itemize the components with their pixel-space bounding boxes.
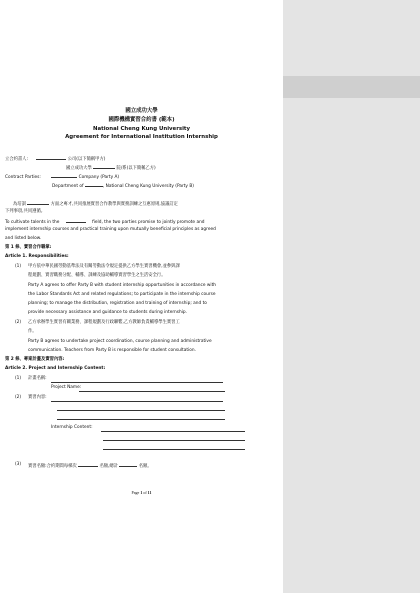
article1-item2-zh-1: 乙方承辦學生實習有關業務、課程規劃及行政聯繫,乙方教師負責輔導學生實習工	[28, 320, 180, 325]
quota-total-blank[interactable]	[119, 463, 137, 467]
intro-en-field-blank[interactable]	[66, 219, 86, 223]
article1-item1-no: (1)	[15, 264, 22, 269]
project-name-en-line[interactable]	[79, 391, 225, 392]
article1-item1-zh-2: 程規劃、實習職務分配、輔導、訓練及協助輔導實習學生之生活安全行。	[28, 273, 166, 278]
content-en-line-2[interactable]	[103, 440, 245, 441]
party-b-zh: 國立成功大學 院/系(以下簡稱乙方)	[66, 166, 156, 171]
project-name-zh-line[interactable]	[51, 382, 223, 383]
content-en-line-1[interactable]	[101, 431, 245, 432]
subtitle-en: Agreement for International Institution Internship	[65, 134, 218, 140]
article1-heading-en: Article 1. Responsibilities:	[5, 254, 69, 259]
party-b-en: Department of , National Cheng Kung University (Party B)	[52, 184, 194, 189]
article2-heading-en: Article 2. Project and Internship Content:	[5, 366, 106, 371]
article2-item3-no: (3)	[15, 462, 22, 467]
article2-item2-no: (2)	[15, 395, 22, 400]
article2-item1-zh: 計畫名稱:	[28, 376, 47, 381]
article1-heading-zh: 第 1 條、實習合作職掌:	[5, 245, 52, 250]
title-zh: 國立成功大學	[125, 108, 158, 114]
content-en-line-3[interactable]	[103, 449, 245, 450]
article1-item1-zh-1: 甲方依中華民國勞動基準法及有關勞動法令規定提供乙方學生實習機會,並參與課	[28, 264, 180, 269]
party-a-en-blank[interactable]	[51, 174, 77, 178]
article2-heading-zh: 第 2 條、專案計畫及實習內容:	[5, 357, 65, 362]
comment-balloon[interactable]	[283, 76, 420, 98]
article2-item1-no: (1)	[15, 376, 22, 381]
intro-en-1: To cultivate talents in the field, the two parties promise to jointly promote and	[5, 220, 205, 225]
title-en: National Cheng Kung University	[92, 126, 191, 132]
article1-item2-en-2: communication. Teachers from Party B is responsible for student consultation.	[28, 348, 196, 353]
article2-item2-en: Internship Content:	[51, 425, 93, 430]
content-zh-line-3[interactable]	[57, 419, 225, 420]
parties-label-en: Contract Parties: Company (Party A)	[5, 175, 120, 180]
content-zh-line-1[interactable]	[51, 401, 223, 402]
article1-item1-en-1: Party A agrees to offer Party B with student internship opportunities in accordance with	[28, 283, 217, 288]
article1-item1-en-2: the Labor Standards Act and related regulations; to participate in the internship course	[28, 292, 216, 297]
article1-item2-zh-2: 作。	[28, 329, 37, 334]
article1-item2-no: (2)	[15, 320, 22, 325]
article1-item2-en-1: Party B agrees to undertake project coordination, course planning and administrative	[28, 339, 212, 344]
article1-item1-en-4: provide necessary assistance and guidance to students during internship.	[28, 310, 188, 315]
intro-zh-1: 為培訓 方面之專才,共同推展實習合作教學與實務訓練之互惠原則,協議訂定	[13, 202, 178, 207]
article2-item2-zh: 實習內容:	[28, 395, 47, 400]
party-b-blank[interactable]	[93, 165, 115, 169]
subtitle-zh: 國際機構實習合約書 (範本)	[108, 117, 175, 123]
parties-label-zh: 立合約書人: 公司(以下簡稱甲方)	[5, 157, 106, 162]
intro-field-blank[interactable]	[27, 201, 49, 205]
intro-en-3: and listed below.	[5, 236, 42, 241]
article2-item3: 實習名額:合約期間每梯次 名額,總計 名額。	[28, 464, 152, 469]
intro-zh-2: 下列事項,共同遵循。	[5, 209, 46, 214]
quota-per-batch-blank[interactable]	[78, 463, 98, 467]
party-a-blank[interactable]	[36, 156, 66, 160]
party-b-en-blank[interactable]	[85, 183, 103, 187]
content-zh-line-2[interactable]	[57, 410, 225, 411]
article2-item1-en: Project Name:	[51, 385, 82, 390]
page-footer: Page 1 of 11	[131, 490, 152, 495]
intro-en-2: implement internship courses and practical training upon mutually beneficial principles as agreed	[5, 227, 216, 232]
article1-item1-en-3: planning; to manage the distribution, registration and training of internship; and to	[28, 301, 207, 306]
